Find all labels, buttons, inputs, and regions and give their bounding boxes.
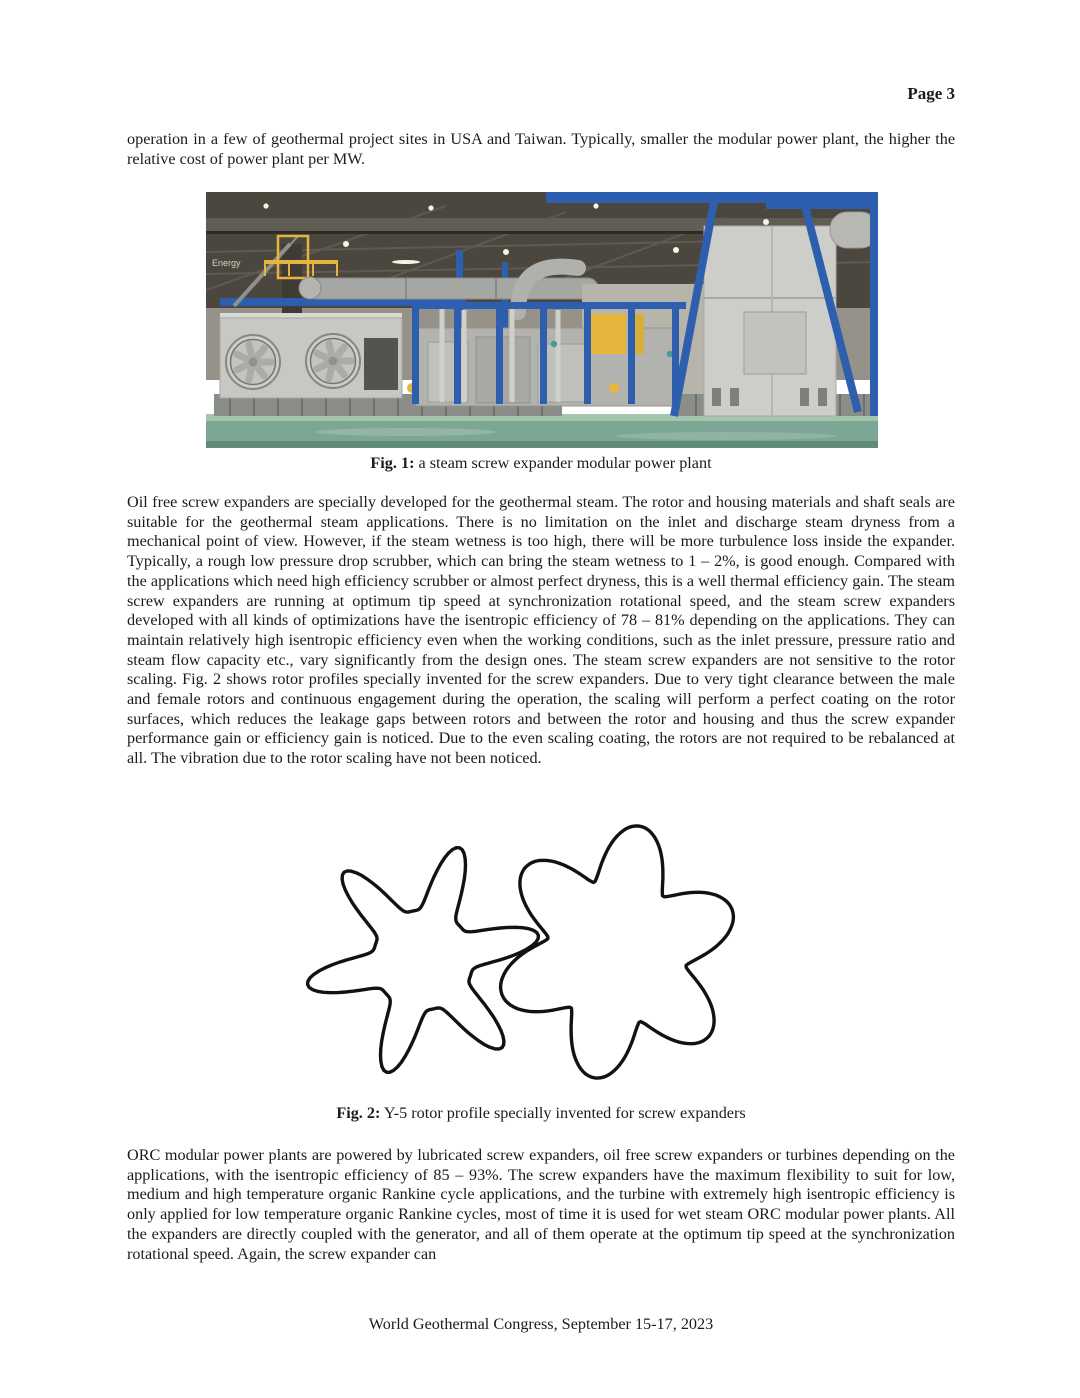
fig1-caption-label: Fig. 1: [370,454,415,472]
fig2-drawing [295,812,785,1097]
factory-floor [206,414,878,448]
fig2-caption-label: Fig. 2: [336,1104,381,1122]
fig1-caption-text: a steam screw expander modular power plant [414,454,712,472]
fig1-photo [206,192,878,448]
axial-fan-2 [306,334,360,388]
paragraph-intro: operation in a few of geothermal project sites in USA and Taiwan. Typically, smaller the modular power plant, the higher the relative cost of power plant per MW. [127,130,955,168]
fig2-caption [127,1104,955,1123]
fig1-caption [127,454,955,473]
paragraph-orc: ORC modular power plants are powered by lubricated screw expanders, oil free screw expanders or turbines depending on the applications, with the isentropic efficiency of 85 – 93%. The screw expanders have the maximum flexibility to suit for low, medium and high temperature organic Rankine cycle applications, and the turbine with extremely high isentropic efficiency is only applied for low temperature organic Rankine cycles, most of time it is used for wet steam ORC modular power plants. All the expanders are directly coupled with the generator, and all of them operate at the optimum tip speed at the synchronization rotational speed. Again, the screw expander can [127,1146,955,1263]
axial-fan-1 [226,335,280,389]
fig1-background-text: Energy [212,258,241,268]
male-rotor [308,848,539,1073]
fig2-rotor-svg [295,812,785,1097]
paragraph-screw-expanders: Oil free screw expanders are specially developed for the geothermal steam. The rotor and housing materials and shaft seals are suitable for the geothermal steam applications. There is no limitation on the inlet and discharge steam dryness from a mechanical point of view. However, if the steam wetness is too high, there will be more turbulence loss inside the expander. Typically, a rough low pressure drop scrubber, which can bring the steam wetness to 1 – 2%, is good enough. Compared with the applications which need high efficiency scrubber or almost perfect dryness, this is a well thermal efficiency gain. The steam screw expanders are running at optimum tip speed at synchronization rotational speed, and the steam screw expanders developed with all kinds of optimizations have the isentropic efficiency of 78 – 81% depending on the applications. They can maintain relatively high isentropic efficiency even when the working conditions, such as the inlet pressure, pressure ratio and steam flow capacity etc., vary significantly from the design ones. The steam screw expanders are not sensitive to the rotor scaling. Fig. 2 shows rotor profiles specially invented for the screw expanders. Due to very tight clearance between the male and female rotors and continuous engagement during the operation, the scaling will perform a perfect coating on the rotor surfaces, which reduces the leakage gaps between rotors and between the rotor and housing and thus the screw expander performance gain or efficiency gain is noticed. Due to the even scaling coating, the rotors are not required to be rebalanced at all. The vibration due to the rotor scaling have not been noticed. [127,493,955,768]
page-number: Page 3 [907,84,955,103]
female-rotor [501,826,734,1078]
fig2-rotors-group [308,826,734,1078]
footer-conference: World Geothermal Congress, September 15-17, 2023 [368,1315,714,1333]
fig1-photo-scene [206,192,878,448]
fig2-caption-text: Y-5 rotor profile specially invented for screw expanders [380,1104,746,1122]
